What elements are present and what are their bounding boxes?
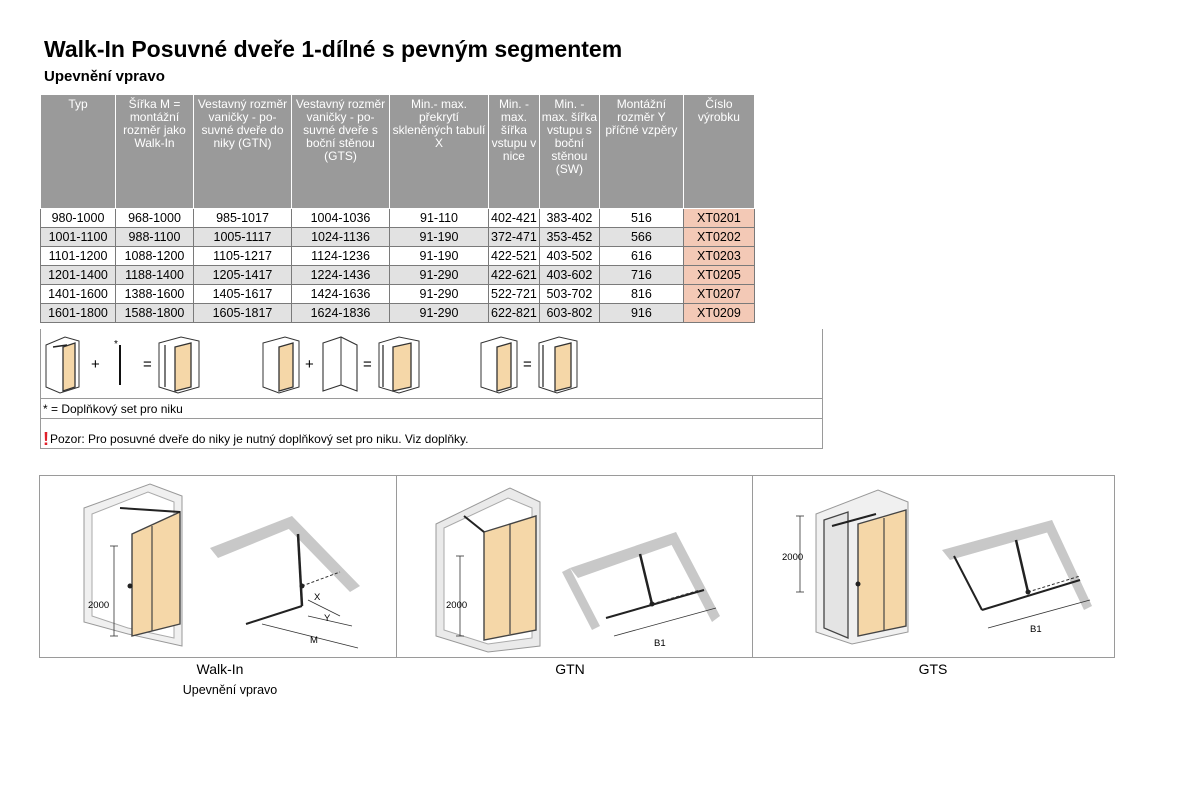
cell-overlap-x: 91-290 [390, 304, 489, 323]
cell-overlap-x: 91-190 [390, 247, 489, 266]
cell-entry-sidewall: 503-702 [539, 285, 599, 304]
cell-gts: 1024-1136 [292, 228, 390, 247]
cell-entry-niche: 402-421 [489, 209, 540, 228]
cell-gts: 1424-1636 [292, 285, 390, 304]
cell-entry-sidewall: 353-452 [539, 228, 599, 247]
cell-gts: 1004-1036 [292, 209, 390, 228]
cell-entry-sidewall: 403-502 [539, 247, 599, 266]
cell-gtn: 1005-1117 [194, 228, 292, 247]
cell-width-m: 988-1100 [116, 228, 194, 247]
cell-product-code: XT0205 [683, 266, 754, 285]
table-header-row [41, 95, 755, 209]
cell-typ: 1401-1600 [41, 285, 116, 304]
gtn-height-label: 2000 [446, 600, 468, 611]
cell-gtn: 1105-1217 [194, 247, 292, 266]
walkin-m-label: M [310, 635, 318, 646]
col-header-typ: Typ [41, 95, 116, 209]
walkin-plan-diagram [210, 516, 360, 648]
col-header-overlap-x: Min.- max. překrytí skleněných tabulí X [390, 95, 489, 209]
cell-overlap-x: 91-290 [390, 266, 489, 285]
side-wall-icon [323, 337, 357, 391]
plus-sign: + [91, 356, 100, 373]
equals-sign-2: = [363, 356, 372, 373]
walkin-3d-diagram [84, 484, 182, 646]
cell-overlap-x: 91-190 [390, 228, 489, 247]
cell-typ: 980-1000 [41, 209, 116, 228]
cell-entry-sidewall: 383-402 [539, 209, 599, 228]
table-row [41, 266, 755, 285]
walkin-subcaption: Upevnění vpravo [182, 683, 278, 697]
cell-strut-y: 516 [599, 209, 683, 228]
asterisk-mark: * [114, 339, 118, 350]
col-header-entry-sidewall: Min. - max. šířka vstupu s boční stěnou (SW) [539, 95, 599, 209]
walkin-x-label: X [314, 592, 321, 603]
cell-width-m: 1588-1800 [116, 304, 194, 323]
gtn-caption: GTN [555, 661, 585, 677]
gts-height-label: 2000 [782, 552, 804, 563]
walkin-height-label: 2000 [88, 600, 110, 611]
walkin-caption: Walk-In [196, 661, 244, 677]
cell-product-code: XT0203 [683, 247, 754, 266]
cell-product-code: XT0202 [683, 228, 754, 247]
col-header-width-m: Šířka M = montážní rozměr jako Walk-In [116, 95, 194, 209]
cell-width-m: 1088-1200 [116, 247, 194, 266]
cell-typ: 1201-1400 [41, 266, 116, 285]
equals-sign: = [143, 356, 152, 373]
cell-entry-niche: 422-621 [489, 266, 540, 285]
walkin-door-icon [46, 337, 79, 393]
installation-diagrams [39, 475, 1115, 658]
gtn-b1-label: B1 [654, 638, 666, 649]
table-row [41, 285, 755, 304]
cell-gtn: 985-1017 [194, 209, 292, 228]
table-row [41, 247, 755, 266]
table-row [41, 228, 755, 247]
cell-product-code: XT0207 [683, 285, 754, 304]
installation-diagrams-svg [40, 476, 1114, 657]
configuration-icons [41, 329, 824, 399]
cell-product-code: XT0209 [683, 304, 754, 323]
col-header-entry-niche: Min. - max. šířka vstupu v nice [489, 95, 540, 209]
cell-typ: 1101-1200 [41, 247, 116, 266]
cell-entry-niche: 422-521 [489, 247, 540, 266]
gtn-3d-diagram [436, 488, 540, 652]
cell-width-m: 968-1000 [116, 209, 194, 228]
plus-sign-2: + [305, 356, 314, 373]
warning-text: Pozor: Pro posuvné dveře do niky je nutný doplňkový set pro niku. Viz doplňky. [50, 432, 469, 446]
cell-gtn: 1605-1817 [194, 304, 292, 323]
gts-door-icon [379, 337, 419, 393]
cell-typ: 1601-1800 [41, 304, 116, 323]
gts-3d-diagram [782, 490, 908, 644]
cell-strut-y: 916 [599, 304, 683, 323]
cell-gtn: 1205-1417 [194, 266, 292, 285]
cell-product-code: XT0201 [683, 209, 754, 228]
gts-door-part-icon [263, 337, 299, 393]
cell-strut-y: 616 [599, 247, 683, 266]
cell-gts: 1124-1236 [292, 247, 390, 266]
cell-gts: 1224-1436 [292, 266, 390, 285]
cell-entry-sidewall: 603-802 [539, 304, 599, 323]
walkin-y-label: Y [324, 613, 331, 624]
page-title: Walk-In Posuvné dveře 1-dílné s pevným segmentem [44, 36, 623, 62]
cell-entry-niche: 622-821 [489, 304, 540, 323]
cell-gts: 1624-1836 [292, 304, 390, 323]
panel-divider-1 [396, 475, 397, 658]
door-result-icon-3 [539, 337, 577, 393]
niche-set-note: * = Doplňkový set pro niku [40, 398, 823, 419]
col-header-product-code: Číslo výrobku [683, 95, 754, 209]
table-row [41, 209, 755, 228]
col-header-strut-y: Montážní rozměr Y příčné vzpěry [599, 95, 683, 209]
col-header-gtn: Vestavný rozměr vaničky - po-suvné dveře do niky (GTN) [194, 95, 292, 209]
gtn-plan-diagram [562, 532, 720, 649]
warning-icon: ! [43, 429, 49, 449]
col-header-gts: Vestavný rozměr vaničky - po-suvné dveře s boční stěnou (GTS) [292, 95, 390, 209]
table-row [41, 304, 755, 323]
cell-strut-y: 566 [599, 228, 683, 247]
cell-entry-niche: 372-471 [489, 228, 540, 247]
cell-strut-y: 816 [599, 285, 683, 304]
cell-strut-y: 716 [599, 266, 683, 285]
cell-typ: 1001-1100 [41, 228, 116, 247]
page-subtitle: Upevnění vpravo [44, 68, 165, 85]
panel-divider-2 [752, 475, 753, 658]
warning-note [40, 419, 823, 449]
cell-overlap-x: 91-290 [390, 285, 489, 304]
gts-caption: GTS [918, 661, 948, 677]
door-icon-3 [481, 337, 517, 393]
cell-width-m: 1388-1600 [116, 285, 194, 304]
cell-width-m: 1188-1400 [116, 266, 194, 285]
cell-gtn: 1405-1617 [194, 285, 292, 304]
cell-entry-niche: 522-721 [489, 285, 540, 304]
spec-table [40, 94, 755, 323]
equals-sign-3: = [523, 356, 532, 373]
configuration-icons-row [40, 329, 823, 399]
gts-b1-label: B1 [1030, 624, 1042, 635]
gts-plan-diagram [942, 520, 1092, 635]
cell-overlap-x: 91-110 [390, 209, 489, 228]
gtn-door-icon [159, 337, 199, 393]
cell-entry-sidewall: 403-602 [539, 266, 599, 285]
